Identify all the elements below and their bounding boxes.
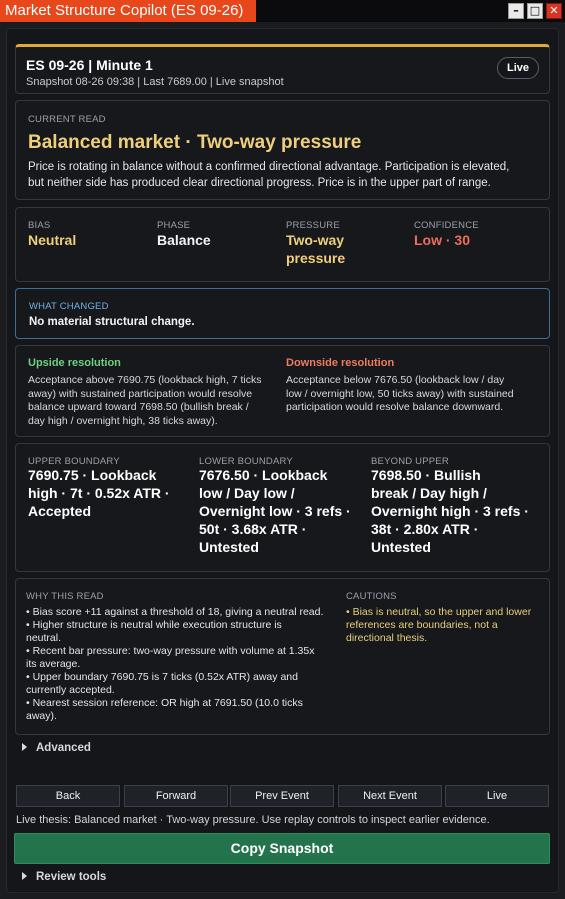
caret-right-icon xyxy=(22,872,27,880)
lower-boundary-label: LOWER BOUNDARY xyxy=(199,456,293,467)
snapshot-subtitle: Snapshot 08-26 09:38 | Last 7689.00 | Live snapshot xyxy=(26,76,284,88)
live-badge[interactable]: Live xyxy=(497,57,539,79)
current-read-headline: Balanced market · Two-way pressure xyxy=(28,132,362,153)
why-card xyxy=(15,578,550,735)
phase-label: PHASE xyxy=(157,220,191,231)
list-item: its average. xyxy=(26,658,81,670)
what-changed-label: WHAT CHANGED xyxy=(29,301,109,312)
bias-label: BIAS xyxy=(28,220,51,231)
beyond-upper-value: 7698.50 · Bullish break / Day high / Overnight high · 3 refs · 38t · 2.80x ATR · Untested xyxy=(371,467,529,555)
downside-text: Acceptance below 7676.50 (lookback low / day low / overnight low, 50 ticks away) with sustained participation would resolve balance downward. xyxy=(286,374,514,413)
confidence-value: Low · 30 xyxy=(414,232,471,248)
pressure-value-line-1: Two-way xyxy=(286,232,345,248)
review-tools-toggle[interactable]: Review tools xyxy=(22,871,106,883)
list-item: currently accepted. xyxy=(26,684,115,696)
instrument-title: ES 09-26 | Minute 1 xyxy=(26,57,153,73)
list-item: • Upper boundary 7690.75 is 7 ticks (0.52x ATR) away and xyxy=(26,671,298,683)
pressure-label: PRESSURE xyxy=(286,220,340,231)
back-button[interactable]: Back xyxy=(16,785,120,807)
list-item: away). xyxy=(26,710,57,722)
upside-title: Upside resolution xyxy=(28,357,121,369)
cautions-label: CAUTIONS xyxy=(346,591,397,602)
caret-right-icon xyxy=(22,743,27,751)
lower-boundary-value: 7676.50 · Lookback low / Day low / Overnight low · 3 refs · 50t · 3.68x ATR · Untested xyxy=(199,467,351,555)
list-item: references are boundaries, not a xyxy=(346,619,498,631)
pressure-value-line-2: pressure xyxy=(286,250,346,266)
list-item: • Higher structure is neutral while execution structure is xyxy=(26,619,282,631)
window-title: Market Structure Copilot (ES 09-26) xyxy=(0,0,256,22)
copy-snapshot-button[interactable]: Copy Snapshot xyxy=(14,833,550,864)
list-item: • Bias score +11 against a threshold of 18, giving a neutral read. xyxy=(26,606,324,618)
upper-boundary-value: 7690.75 · Lookback high · 7t · 0.52x ATR · Accepted xyxy=(28,467,170,519)
beyond-upper-label: BEYOND UPPER xyxy=(371,456,449,467)
upper-boundary-label: UPPER BOUNDARY xyxy=(28,456,120,467)
current-read-card xyxy=(15,100,550,200)
bias-value: Neutral xyxy=(28,232,77,248)
close-button[interactable]: ✕ xyxy=(546,3,562,19)
list-item: • Nearest session reference: OR high at 7691.50 (10.0 ticks xyxy=(26,697,303,709)
title-bar xyxy=(0,0,565,22)
resolution-card xyxy=(15,345,550,437)
why-label: WHY THIS READ xyxy=(26,591,104,602)
list-item: neutral. xyxy=(26,632,62,644)
downside-title: Downside resolution xyxy=(286,357,395,369)
maximize-button[interactable]: □ xyxy=(527,3,543,19)
live-thesis: Live thesis: Balanced market · Two-way pressure. Use replay controls to inspect earlier evidence. xyxy=(16,814,490,826)
minimize-button[interactable]: – xyxy=(508,3,524,19)
live-button[interactable]: Live xyxy=(445,785,549,807)
metrics-card xyxy=(15,207,550,282)
list-item: • Recent bar pressure: two-way pressure with volume at 1.35x xyxy=(26,645,315,657)
list-item: • Bias is neutral, so the upper and lower xyxy=(346,606,532,618)
current-read-line-1: Price is rotating in balance without a confirmed directional advantage. Participation is elevated, xyxy=(28,161,510,173)
upside-text: Acceptance above 7690.75 (lookback high, 7 ticks away) with sustained participation would resolve balance upward toward 7698.50 (bullish break / day high / overnight high, 38 ticks away). xyxy=(28,374,262,427)
next-event-button[interactable]: Next Event xyxy=(338,785,442,807)
cautions-list xyxy=(346,606,531,645)
list-item: directional thesis. xyxy=(346,632,428,644)
boundaries-card xyxy=(15,443,550,572)
advanced-toggle[interactable]: Advanced xyxy=(22,742,91,754)
current-read-label: CURRENT READ xyxy=(28,114,106,125)
why-list xyxy=(26,606,323,723)
what-changed-value: No material structural change. xyxy=(29,316,195,328)
current-read-line-2: but neither side has produced clear directional progress. Price is in the upper part of range. xyxy=(28,177,491,189)
phase-value: Balance xyxy=(157,232,211,248)
confidence-label: CONFIDENCE xyxy=(414,220,479,231)
forward-button[interactable]: Forward xyxy=(124,785,228,807)
what-changed-card xyxy=(15,288,550,339)
prev-event-button[interactable]: Prev Event xyxy=(230,785,334,807)
snapshot-header xyxy=(15,44,550,94)
